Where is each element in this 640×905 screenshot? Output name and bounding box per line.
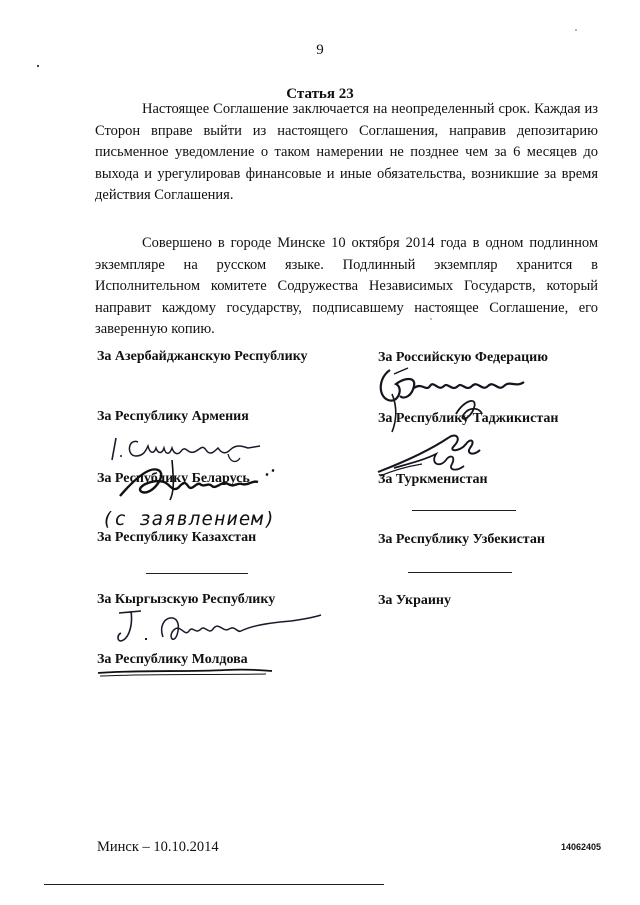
signatory-kazakhstan: За Республику Казахстан (97, 530, 257, 545)
article-paragraph-2 (95, 233, 598, 341)
footer-rule (44, 884, 384, 885)
signatory-belarus: За Республику Беларусь (97, 471, 250, 486)
footer-place-date: Минск – 10.10.2014 (97, 839, 219, 855)
page-number: 9 (316, 42, 324, 58)
signature-line-kazakhstan (146, 573, 248, 574)
signature-line-uzbekistan (408, 572, 512, 573)
signature-kyrgyzstan (115, 605, 325, 649)
article-paragraph-1-text: Настоящее Соглашение заключается на неопределенный срок. Каждая из Сторон вправе выйти из настоящего Соглашения, направив депозитарию письменное уведомление о таком намерении не позднее чем за 6 месяцев до выхода и урегулировав финансовые и иные обязательства, возникшие за время действия Соглашения. (95, 101, 598, 203)
signatory-moldova: За Республику Молдова (97, 652, 248, 667)
article-paragraph-1 (95, 99, 598, 207)
signatory-azerbaijan: За Азербайджанскую Республику (97, 349, 308, 364)
signatory-ukraine: За Украину (378, 593, 452, 608)
signature-line-turkmenistan (412, 510, 516, 511)
signatory-turkmenistan: За Туркменистан (378, 472, 488, 487)
moldova-underline (96, 665, 276, 679)
belarus-reservation-note: (с заявлением) (102, 508, 277, 530)
signature-turkmenistan (374, 428, 484, 480)
article-title: Статья 23 (286, 86, 354, 102)
signatory-tajikistan: За Республику Таджикистан (378, 411, 559, 426)
article-paragraph-2-text: Совершено в городе Минске 10 октября 2014 года в одном подлинном экземпляре на русском языке. Подлинный экземпляр хранится в Исполнительном комитете Содружества Независимых Государств, который направит каждому государству, подписавшему настоящее Соглашение, его заверенную копию. (95, 235, 598, 337)
signatory-russia: За Российскую Федерацию (378, 350, 548, 365)
document-code: 14062405 (561, 842, 602, 852)
signature-belarus (112, 452, 282, 502)
signatory-armenia: За Республику Армения (97, 409, 249, 424)
signatory-uzbekistan: За Республику Узбекистан (378, 532, 545, 547)
signatory-kyrgyzstan: За Кыргызскую Республику (97, 592, 276, 607)
